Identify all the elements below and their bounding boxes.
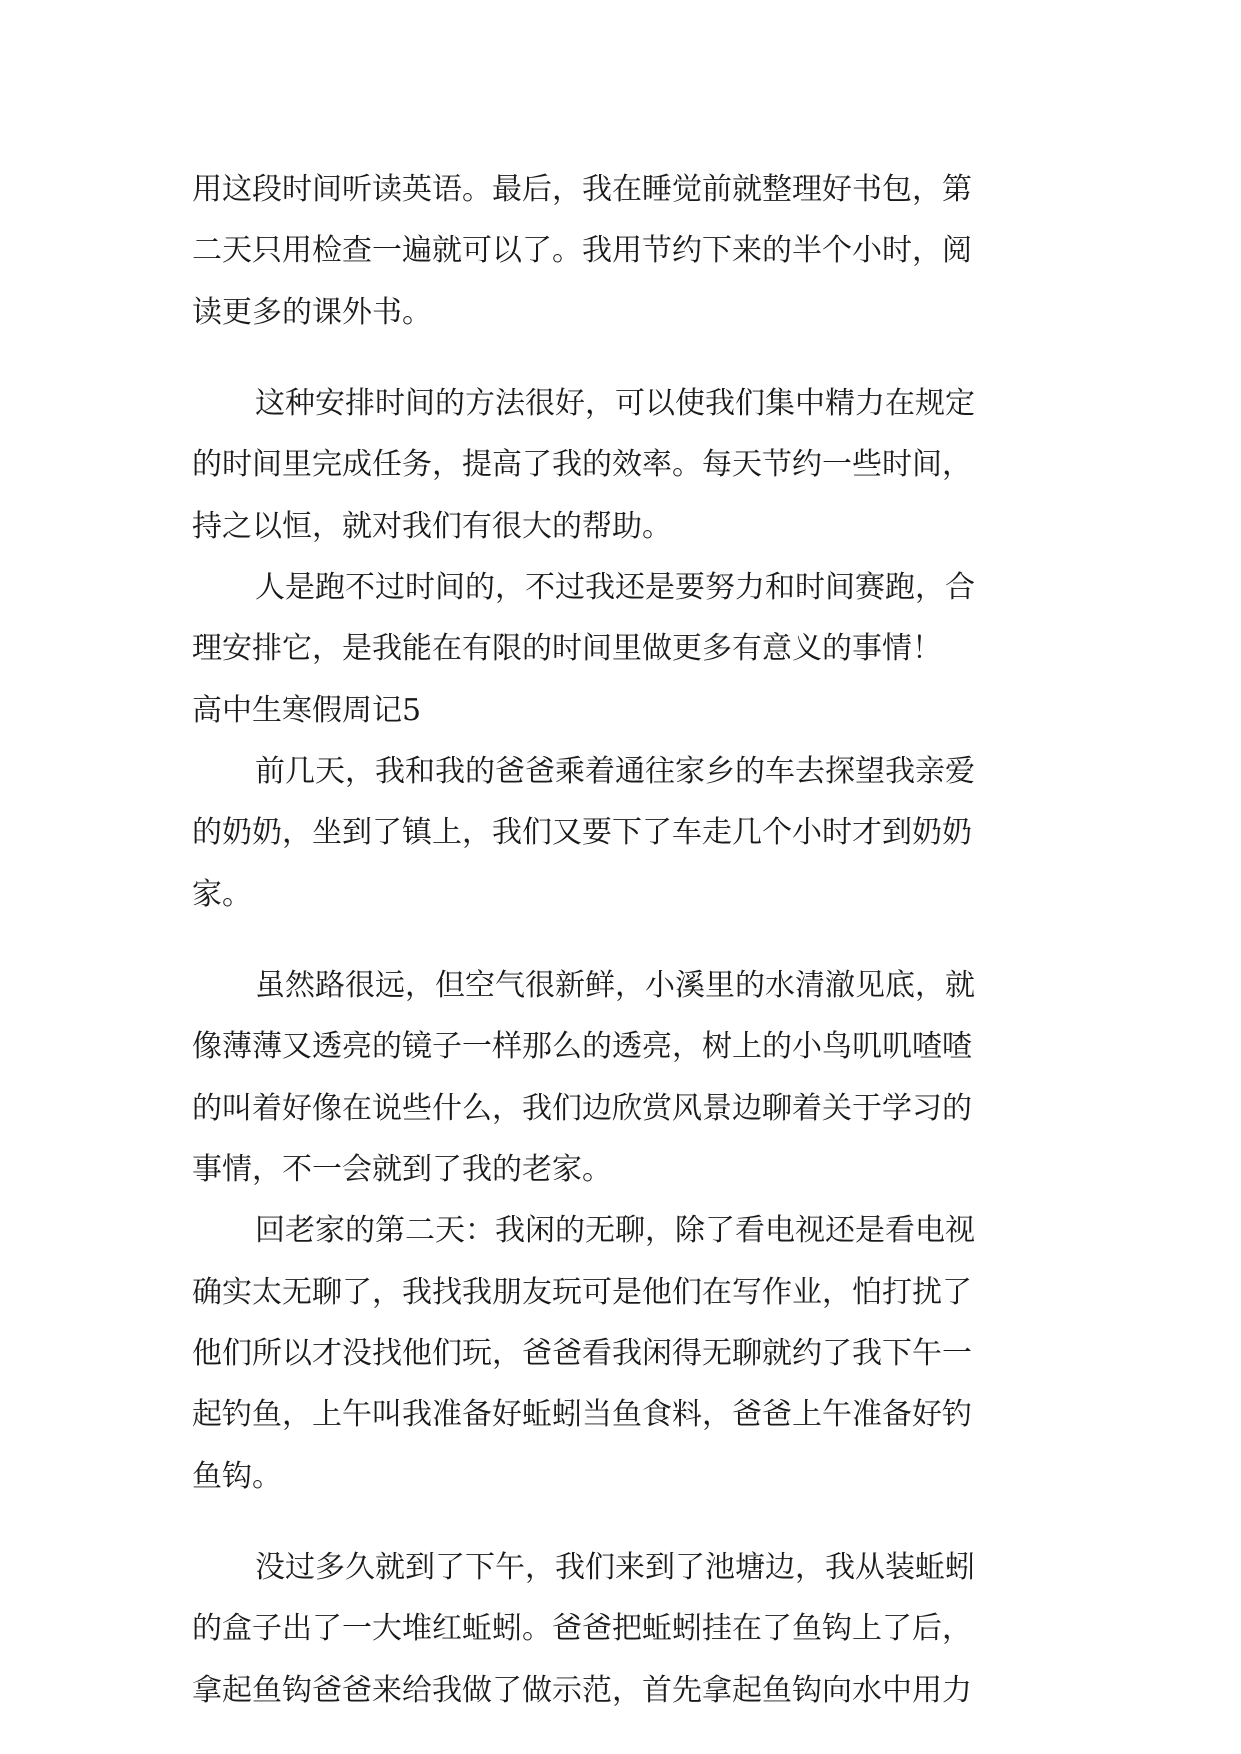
text-line: 的时间里完成任务，提高了我的效率。每天节约一些时间， [192,447,972,482]
text-line: 用这段时间听读英语。最后，我在睡觉前就整理好书包，第 [192,172,972,207]
text-line: 事情，不一会就到了我的老家。 [192,1152,612,1187]
text-line: 读更多的课外书。 [192,295,432,330]
text-line: 像薄薄又透亮的镜子一样那么的透亮，树上的小鸟叽叽喳喳 [192,1029,972,1064]
paragraph-first-line: 没过多久就到了下午，我们来到了池塘边，我从装蚯蚓 [255,1550,975,1585]
text-line: 确实太无聊了，我找我朋友玩可是他们在写作业，怕打扰了 [192,1275,972,1310]
text-line: 家。 [192,877,252,912]
paragraph-first-line: 人是跑不过时间的，不过我还是要努力和时间赛跑，合 [255,570,975,605]
paragraph-first-line: 这种安排时间的方法很好，可以使我们集中精力在规定 [255,386,975,421]
section-heading: 高中生寒假周记5 [192,693,422,728]
paragraph-first-line: 虽然路很远，但空气很新鲜，小溪里的水清澈见底，就 [255,968,975,1003]
paragraph-first-line: 前几天，我和我的爸爸乘着通往家乡的车去探望我亲爱 [255,754,975,789]
text-line: 持之以恒，就对我们有很大的帮助。 [192,509,672,544]
text-line: 的盒子出了一大堆红蚯蚓。爸爸把蚯蚓挂在了鱼钩上了后， [192,1611,972,1646]
text-line: 二天只用检查一遍就可以了。我用节约下来的半个小时，阅 [192,233,972,268]
text-line: 的叫着好像在说些什么，我们边欣赏风景边聊着关于学习的 [192,1091,972,1126]
text-line: 鱼钩。 [192,1459,282,1494]
text-line: 理安排它，是我能在有限的时间里做更多有意义的事情！ [192,631,942,666]
paragraph-first-line: 回老家的第二天：我闲的无聊，除了看电视还是看电视 [255,1213,975,1248]
text-line: 起钓鱼，上午叫我准备好蚯蚓当鱼食料，爸爸上午准备好钓 [192,1397,972,1432]
text-line: 拿起鱼钩爸爸来给我做了做示范，首先拿起鱼钩向水中用力 [192,1673,972,1708]
text-line: 他们所以才没找他们玩，爸爸看我闲得无聊就约了我下午一 [192,1336,972,1371]
text-line: 的奶奶，坐到了镇上，我们又要下了车走几个小时才到奶奶 [192,815,972,850]
